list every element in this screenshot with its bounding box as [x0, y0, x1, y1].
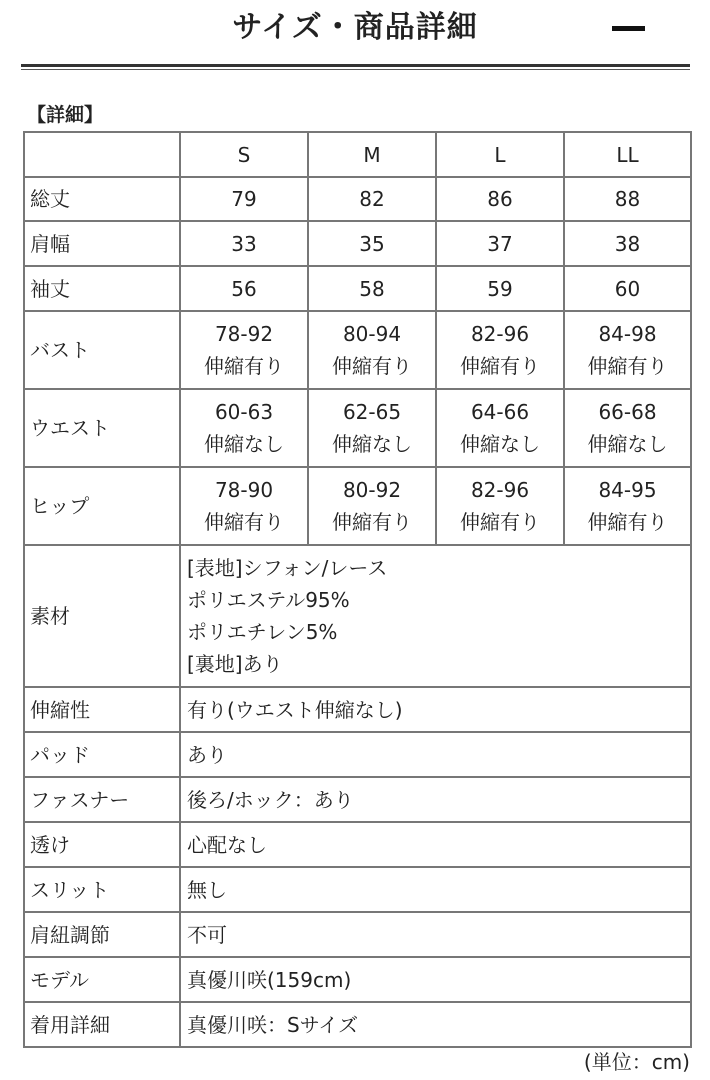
table-cell: 33	[180, 221, 308, 266]
table-row	[24, 467, 691, 545]
material-line: ポリエステル95%	[187, 588, 350, 612]
row-label: 総丈	[24, 177, 180, 221]
row-label: モデル	[24, 957, 180, 1002]
table-cell: 心配なし	[180, 822, 691, 867]
range-value: 78-92	[214, 322, 274, 346]
stretch-note: 伸縮なし	[587, 432, 668, 456]
unit-note: (単位：cm)	[583, 1050, 690, 1074]
table-cell: 後ろ/ホック：あり	[180, 777, 691, 822]
table-cell: 35	[308, 221, 436, 266]
table-row	[24, 389, 691, 467]
table-row	[24, 912, 691, 957]
table-cell: あり	[180, 732, 691, 777]
row-label: パッド	[24, 732, 180, 777]
range-value: 60-63	[214, 400, 274, 424]
table-row	[24, 822, 691, 867]
table-cell: 82	[308, 177, 436, 221]
table-row	[24, 221, 691, 266]
table-cell	[308, 311, 436, 389]
stretch-note: 伸縮なし	[460, 432, 540, 456]
material-line: [裏地]あり	[187, 652, 283, 676]
table-row	[24, 732, 691, 777]
table-cell	[180, 311, 308, 389]
row-label: ファスナー	[24, 777, 180, 822]
table-cell	[180, 389, 308, 467]
table-cell: 37	[436, 221, 564, 266]
table-header-row	[24, 132, 691, 177]
material-line: ポリエチレン5%	[187, 620, 338, 644]
section-label: 【詳細】	[27, 104, 104, 126]
table-cell	[564, 389, 691, 467]
row-label: 袖丈	[24, 266, 180, 311]
table-row	[24, 687, 691, 732]
size-detail-table	[23, 131, 692, 1048]
table-cell: 59	[436, 266, 564, 311]
table-cell	[564, 467, 691, 545]
table-row-material	[24, 545, 691, 687]
range-value: 82-96	[470, 478, 530, 502]
row-label: 透け	[24, 822, 180, 867]
minus-icon[interactable]	[612, 26, 645, 31]
row-label: 伸縮性	[24, 687, 180, 732]
table-cell: 58	[308, 266, 436, 311]
table-cell: 無し	[180, 867, 691, 912]
corner-cell	[24, 132, 180, 177]
table-row	[24, 177, 691, 221]
table-cell	[180, 467, 308, 545]
stretch-note: 伸縮有り	[204, 510, 284, 534]
column-header-m: M	[308, 132, 436, 177]
stretch-note: 伸縮有り	[332, 354, 412, 378]
table-cell	[308, 389, 436, 467]
range-value: 66-68	[598, 400, 657, 424]
table-row	[24, 1002, 691, 1047]
table-cell: 88	[564, 177, 691, 221]
table-cell: 真優川咲：Sサイズ	[180, 1002, 691, 1047]
table-cell: 真優川咲(159cm)	[180, 957, 691, 1002]
table-cell: 60	[564, 266, 691, 311]
range-value: 62-65	[342, 400, 402, 424]
range-value: 64-66	[470, 400, 530, 424]
row-label: 素材	[24, 545, 180, 687]
table-cell	[564, 311, 691, 389]
table-cell: 79	[180, 177, 308, 221]
stretch-note: 伸縮有り	[204, 354, 284, 378]
column-header-s: S	[180, 132, 308, 177]
table-row	[24, 311, 691, 389]
table-cell	[308, 467, 436, 545]
material-cell	[180, 545, 691, 687]
table-cell: 不可	[180, 912, 691, 957]
range-value: 82-96	[470, 322, 530, 346]
page-title: サイズ・商品詳細	[232, 10, 478, 45]
table-row	[24, 957, 691, 1002]
stretch-note: 伸縮有り	[587, 354, 668, 378]
stretch-note: 伸縮有り	[332, 510, 412, 534]
stretch-note: 伸縮有り	[460, 510, 540, 534]
column-header-ll: LL	[564, 132, 691, 177]
row-label: スリット	[24, 867, 180, 912]
header-divider	[21, 64, 690, 67]
row-label: 肩紐調節	[24, 912, 180, 957]
range-value: 84-98	[598, 322, 657, 346]
range-value: 80-94	[342, 322, 402, 346]
table-cell: 56	[180, 266, 308, 311]
row-label: バスト	[24, 311, 180, 389]
table-cell	[436, 389, 564, 467]
row-label: ウエスト	[24, 389, 180, 467]
table-cell: 有り(ウエスト伸縮なし)	[180, 687, 691, 732]
material-line: [表地]シフォン/レース	[187, 556, 388, 580]
table-cell	[436, 311, 564, 389]
table-row	[24, 777, 691, 822]
table-cell	[436, 467, 564, 545]
row-label: 肩幅	[24, 221, 180, 266]
table-cell: 86	[436, 177, 564, 221]
table-row	[24, 867, 691, 912]
range-value: 84-95	[598, 478, 657, 502]
stretch-note: 伸縮なし	[332, 432, 412, 456]
page-header	[0, 0, 710, 62]
column-header-l: L	[436, 132, 564, 177]
table-cell: 38	[564, 221, 691, 266]
range-value: 80-92	[342, 478, 402, 502]
stretch-note: 伸縮有り	[460, 354, 540, 378]
range-value: 78-90	[214, 478, 274, 502]
table-row	[24, 266, 691, 311]
header-divider-thin	[21, 69, 690, 70]
row-label: ヒップ	[24, 467, 180, 545]
row-label: 着用詳細	[24, 1002, 180, 1047]
stretch-note: 伸縮なし	[204, 432, 284, 456]
stretch-note: 伸縮有り	[587, 510, 668, 534]
